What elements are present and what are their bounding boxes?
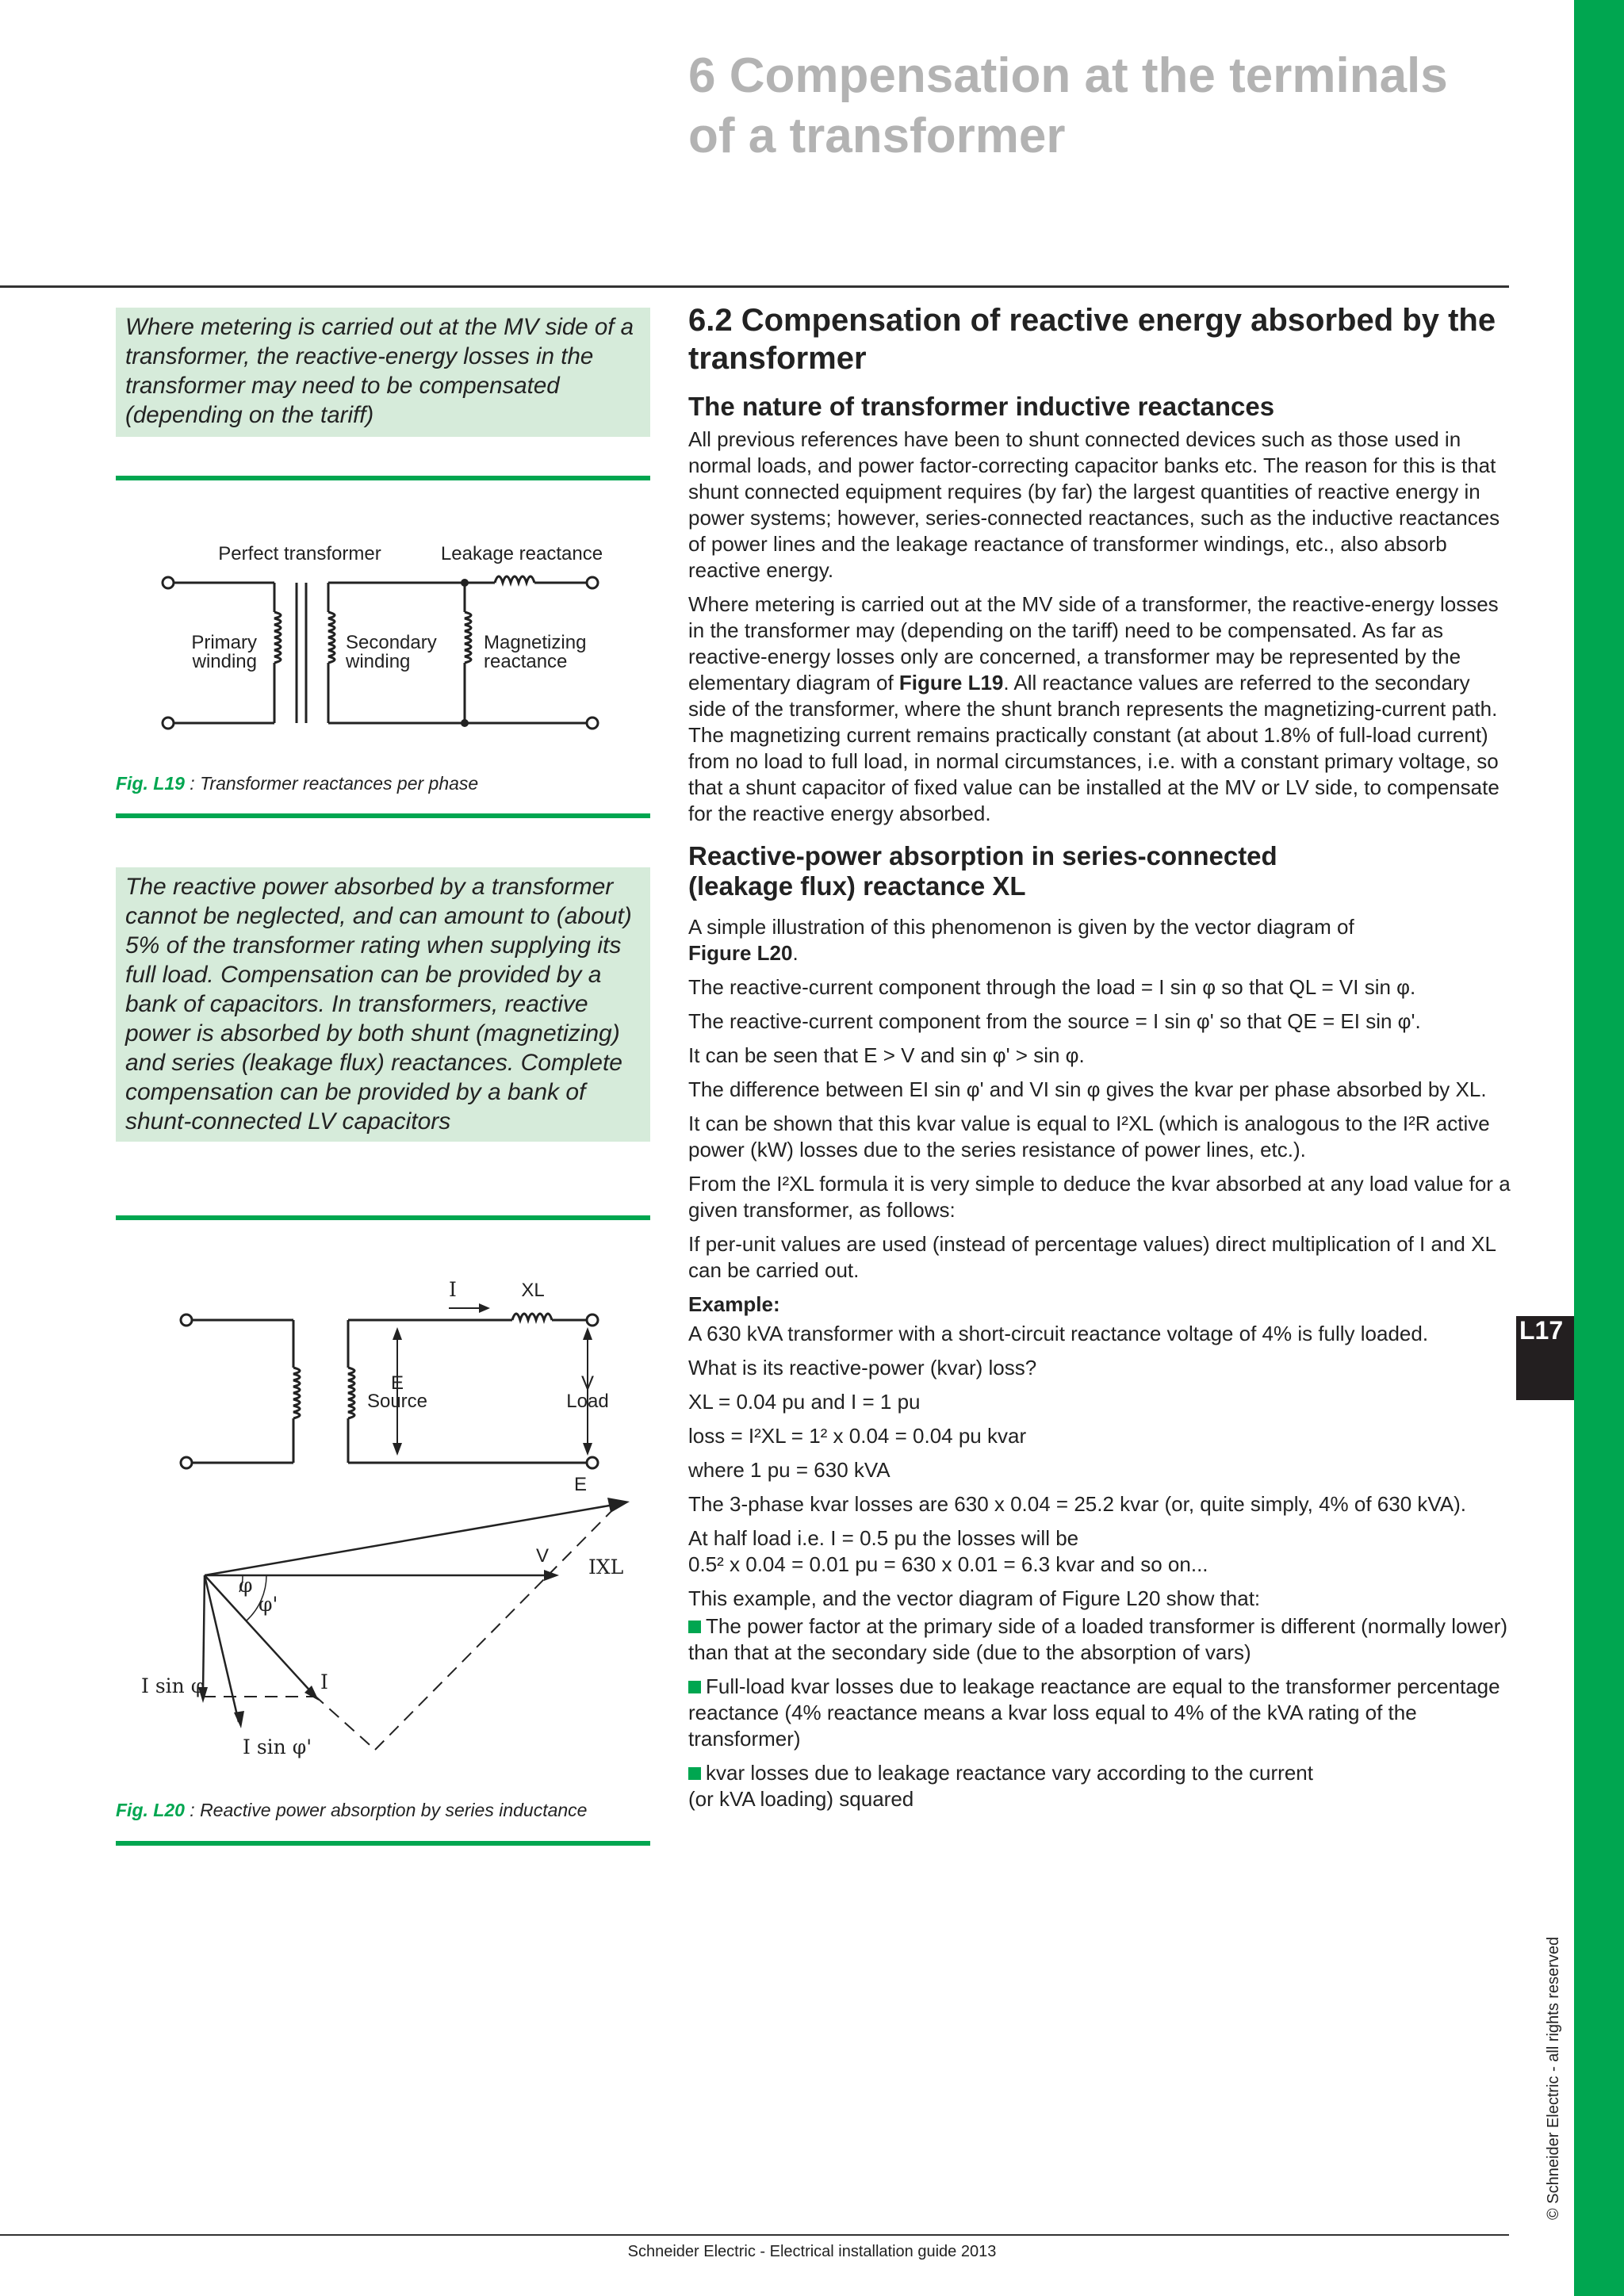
subheading-nature: The nature of transformer inductive reactances [688, 392, 1275, 421]
label-load: Load [566, 1391, 609, 1412]
figure-l20-caption [116, 1800, 587, 1821]
example-label-text: Example: [688, 1292, 780, 1316]
label-current-i: I [449, 1278, 457, 1301]
chapter-title-line1: 6 Compensation at the terminals [688, 48, 1448, 103]
paragraph-part: . [792, 941, 799, 965]
bullet-item [688, 1613, 1513, 1666]
bullet-text: The power factor at the primary side of a loaded transformer is different (normally lower) than that at the secondary side (due to the absorption of vars) [688, 1614, 1508, 1664]
sidebar-note-text: The reactive power absorbed by a transformer cannot be neglected, and can amount to (about) 5% of the transformer rating when supplying its full load. Compensation can be provided by a bank of capacitors. In transformers, reactive power is absorbed by both shunt (magnetizing) and series (leakage flux) reactances. Complete compensation can be provided by a bank of shunt-connected LV capacitors [125, 874, 632, 1135]
bullet-square-icon [688, 1681, 701, 1693]
figure-l19-diagram [116, 523, 650, 745]
label-xl: XL [521, 1280, 545, 1301]
vector-label-phi: φ [239, 1574, 253, 1597]
paragraph-part: 0.5² x 0.04 = 0.01 pu = 630 x 0.01 = 6.3 kvar and so on... [688, 1552, 1208, 1576]
sidebar-note-text: Where metering is carried out at the MV side of a transformer, the reactive-energy losses in the transformer may need to be compensated (depending on the tariff) [125, 314, 634, 428]
caption-text: : Transformer reactances per phase [184, 773, 479, 794]
paragraph: It can be shown that this kvar value is equal to I²XL (which is analogous to the I²R active power (kW) losses due to the series resistance of power lines, etc.). [688, 1112, 1490, 1161]
label-magnetizing-1: Magnetizing [484, 632, 587, 653]
paragraph [688, 914, 1513, 966]
subheading-line: (leakage flux) reactance XL [688, 871, 1026, 901]
paragraph: The reactive-current component through the load = I sin φ so that QL = VI sin φ. [688, 975, 1416, 999]
vector-label-i-sin-phi-prime: I sin φ' [243, 1735, 312, 1758]
paragraph-part: At half load i.e. I = 0.5 pu the losses will be [688, 1526, 1079, 1550]
label-primary-2: winding [192, 651, 257, 672]
vector-label-v: V [535, 1545, 550, 1567]
label-e: E [390, 1372, 404, 1394]
paragraph: What is its reactive-power (kvar) loss? [688, 1356, 1037, 1380]
subheading-series [688, 841, 1513, 901]
example-label [688, 1292, 1513, 1318]
vector-label-e: E [573, 1474, 588, 1495]
chapter-title [688, 46, 1561, 166]
paragraph: From the I²XL formula it is very simple to deduce the kvar absorbed at any load value for a given transformer, as follows: [688, 1172, 1511, 1222]
paragraph: If per-unit values are used (instead of percentage values) direct multiplication of I and XL can be carried out. [688, 1232, 1496, 1282]
green-side-bar [1574, 0, 1624, 2296]
page-number-tab [1516, 1316, 1574, 1400]
label-leakage-reactance: Leakage reactance [440, 543, 603, 564]
bullet-text: Full-load kvar losses due to leakage reactance are equal to the transformer percentage reactance (4% reactance means a kvar loss equal to 4% of the kVA rating of the transformer) [688, 1674, 1500, 1751]
bullet-item [688, 1674, 1513, 1752]
label-magnetizing-2: reactance [484, 651, 568, 672]
label-secondary-2: winding [346, 651, 411, 672]
copyright-notice: © Schneider Electric - all rights reserved [1545, 1936, 1562, 2220]
top-divider [0, 285, 1509, 288]
vector-label-ixl: IXL [588, 1556, 624, 1578]
paragraph: The difference between EI sin φ' and VI sin φ gives the kvar per phase absorbed by XL. [688, 1077, 1487, 1101]
paragraph: A 630 kVA transformer with a short-circuit reactance voltage of 4% is fully loaded. [688, 1322, 1429, 1345]
paragraph: where 1 pu = 630 kVA [688, 1458, 891, 1482]
paragraph [688, 591, 1513, 827]
main-content [688, 301, 1513, 1820]
figure-reference: Figure L19 [898, 671, 1004, 695]
bullet-square-icon [688, 1767, 701, 1780]
vector-label-phi-prime: φ' [259, 1593, 278, 1616]
page-number: L17 [1519, 1316, 1564, 1345]
paragraph: This example, and the vector diagram of Figure L20 show that: [688, 1586, 1261, 1610]
green-divider [116, 813, 650, 818]
label-primary-1: Primary [191, 632, 257, 653]
vector-label-i: I [320, 1670, 328, 1693]
paragraph: It can be seen that E > V and sin φ' > sin φ. [688, 1043, 1085, 1067]
paragraph: All previous references have been to shunt connected devices such as those used in normal loads, and power factor-correcting capacitor banks etc. The reason for this is that shunt connected equipment requires (by far) the largest quantities of reactive energy in power systems; however, series-connected reactances, such as the inductive reactances of power lines and the leakage reactance of transformer windings, etc., also absorb reactive energy. [688, 427, 1500, 582]
paragraph: The 3-phase kvar losses are 630 x 0.04 = 25.2 kvar (or, quite simply, 4% of 630 kVA). [688, 1492, 1467, 1516]
sidebar-note-reactive-power [116, 867, 650, 1142]
label-perfect-transformer: Perfect transformer [218, 543, 381, 564]
figure-l20-diagram [116, 1269, 650, 1776]
green-divider [116, 1841, 650, 1846]
bullet-square-icon [688, 1621, 701, 1633]
paragraph: XL = 0.04 pu and I = 1 pu [688, 1390, 921, 1414]
section-title: 6.2 Compensation of reactive energy absorbed by the transformer [688, 303, 1496, 376]
paragraph: loss = I²XL = 1² x 0.04 = 0.04 pu kvar [688, 1424, 1027, 1448]
paragraph-part: Where metering is carried out at the MV side of a transformer, the reactive-energy losses in the transformer may (depending on the tariff) need to be compensated. As far as reactive-energy losses only are concerned, a transformer may be represented by the elementary diagram of [688, 592, 1499, 695]
caption-text: : Reactive power absorption by series inductance [184, 1800, 588, 1820]
caption-ref: Fig. L19 [116, 773, 185, 794]
green-divider [116, 476, 650, 480]
subheading-line: Reactive-power absorption in series-connected [688, 841, 1277, 871]
bullet-text: (or kVA loading) squared [688, 1787, 914, 1811]
bullet-item [688, 1760, 1513, 1812]
vector-label-i-sin-phi: I sin φ [141, 1674, 205, 1697]
chapter-title-line2: of a transformer [688, 109, 1066, 163]
paragraph [688, 1525, 1513, 1578]
label-source: Source [366, 1391, 428, 1412]
paragraph-part: A simple illustration of this phenomenon is given by the vector diagram of [688, 915, 1354, 939]
figure-l19-caption [116, 773, 478, 794]
bullet-text: kvar losses due to leakage reactance vary according to the current [706, 1761, 1313, 1785]
sidebar-note-metering [116, 308, 650, 437]
paragraph: The reactive-current component from the source = I sin φ' so that QE = EI sin φ'. [688, 1009, 1421, 1033]
bottom-divider [0, 2234, 1509, 2236]
paragraph-part: . All reactance values are referred to the secondary side of the transformer, where the shunt branch represents the magnetizing-current path. The magnetizing current remains practically constant (at about 1.8% of full-load current) from no load to full load, in normal circumstances, i.e. with a constant primary voltage, so that a shunt capacitor of fixed value can be installed at the MV or LV side, to compensate for the reactive energy absorbed. [688, 671, 1500, 825]
green-divider [116, 1215, 650, 1220]
figure-reference: Figure L20 [688, 941, 793, 965]
label-v: V [580, 1372, 595, 1394]
label-secondary-1: Secondary [346, 632, 437, 653]
caption-ref: Fig. L20 [116, 1800, 185, 1820]
page-footer: Schneider Electric - Electrical installation guide 2013 [627, 2243, 997, 2260]
